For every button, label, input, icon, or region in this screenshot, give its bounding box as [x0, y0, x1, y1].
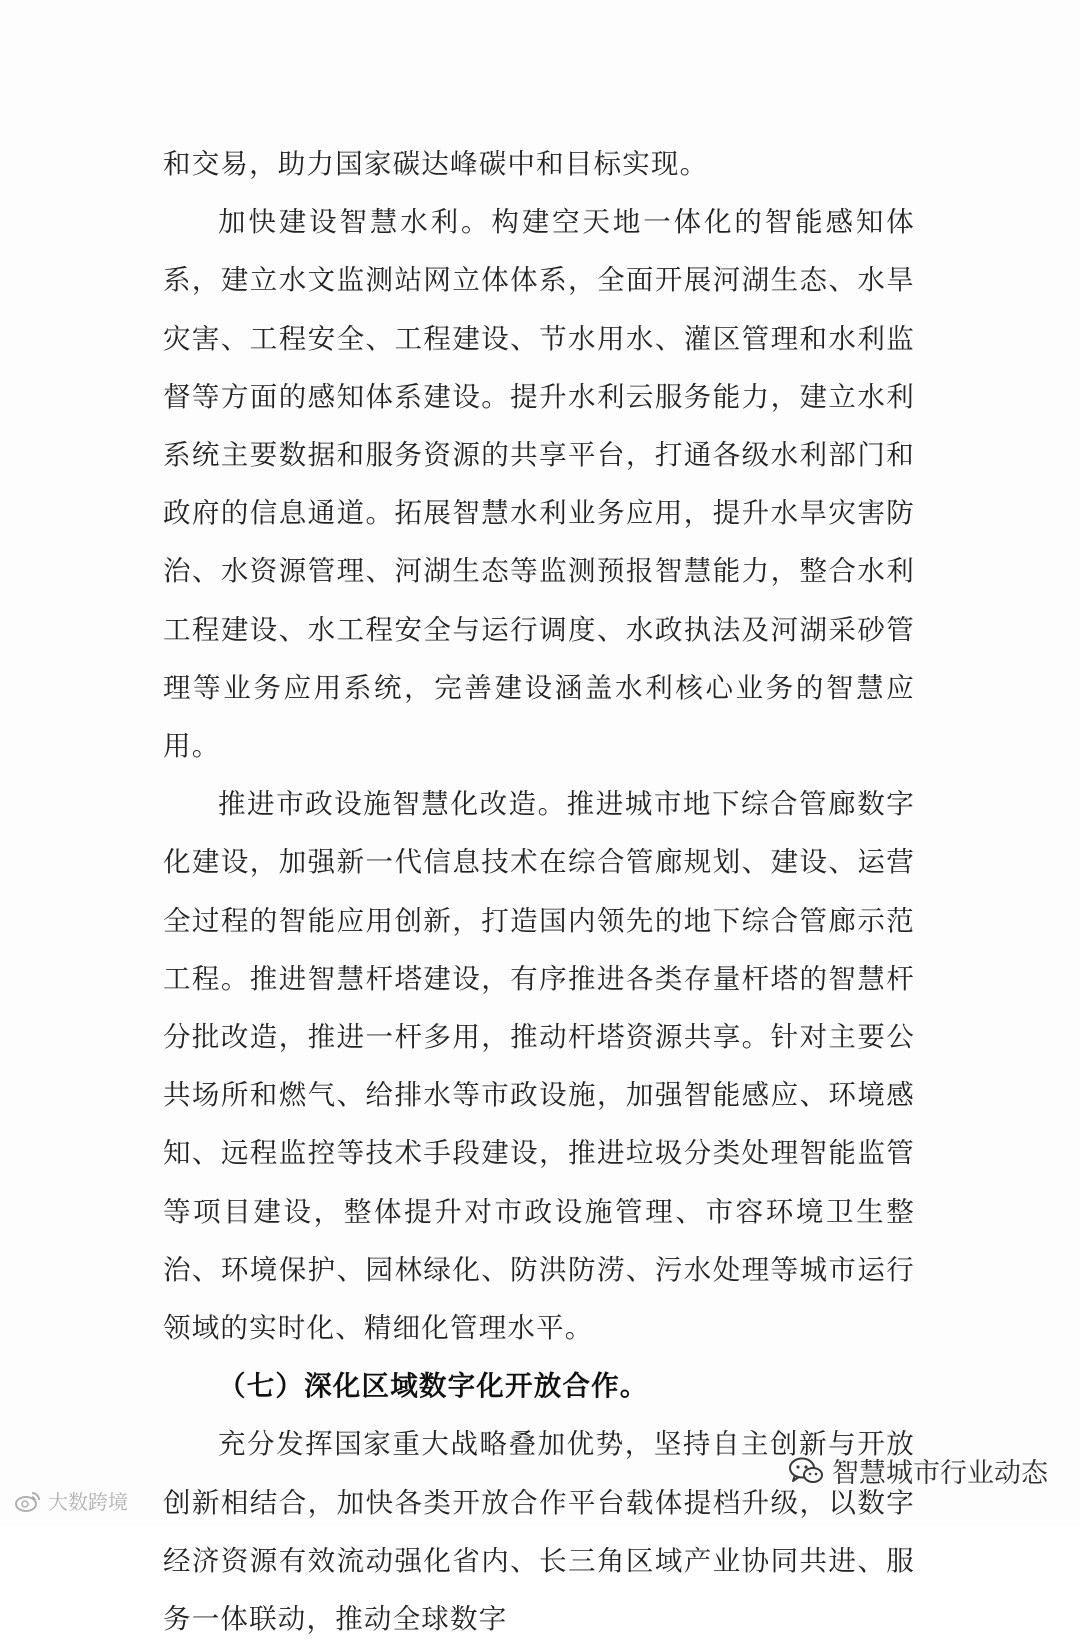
wechat-icon [788, 1456, 824, 1486]
paragraph-municipal-facilities: 推进市政设施智慧化改造。推进城市地下综合管廊数字化建设，加强新一代信息技术在综合管廊规划、建设、运营全过程的智能应用创新，打造国内领先的地下综合管廊示范工程。推进智慧杆塔建设，有序推进各类存量杆塔的智慧杆分批改造，推进一杆多用，推动杆塔资源共享。针对主要公共场所和燃气、给排水等市政设施，加强智能感应、环境感知、远程监控等技术手段建设，推进垃圾分类处理智能监管等项目建设，整体提升对市政设施管理、市容环境卫生整治、环境保护、园林绿化、防洪防涝、污水处理等城市运行领域的实时化、精细化管理水平。 [163, 788, 915, 1345]
document-body [163, 135, 915, 1648]
watermark-left [14, 1486, 128, 1515]
watermark-right-text: 智慧城市行业动态 [832, 1458, 1048, 1489]
paragraph-smart-water: 加快建设智慧水利。构建空天地一体化的智能感知体系，建立水文监测站网立体体系，全面开展河湖生态、水旱灾害、工程安全、工程建设、节水用水、灌区管理和水利监督等方面的感知体系建设。提升水利云服务能力，建立水利系统主要数据和服务资源的共享平台，打通各级水利部门和政府的信息通道。拓展智慧水利业务应用，提升水旱灾害防治、水资源管理、河湖生态等监测预报智慧能力，整合水利工程建设、水工程安全与运行调度、水政执法及河湖采砂管理等业务应用系统，完善建设涵盖水利核心业务的智慧应用。 [163, 206, 915, 763]
watermark-right [788, 1451, 1048, 1490]
paragraph-continuation: 和交易，助力国家碳达峰碳中和目标实现。 [163, 148, 709, 180]
section-heading: （七）深化区域数字化开放合作。 [218, 1370, 649, 1403]
weibo-logo-icon [14, 1489, 42, 1513]
paragraph-open-cooperation: 充分发挥国家重大战略叠加优势，坚持自主创新与开放创新相结合，加快各类开放合作平台载体提档升级，以数字经济资源有效流动强化省内、长三角区域产业协同共进、服务一体联动，推动全球数字 [163, 1428, 915, 1636]
watermark-left-text: 大数跨境 [48, 1490, 128, 1514]
